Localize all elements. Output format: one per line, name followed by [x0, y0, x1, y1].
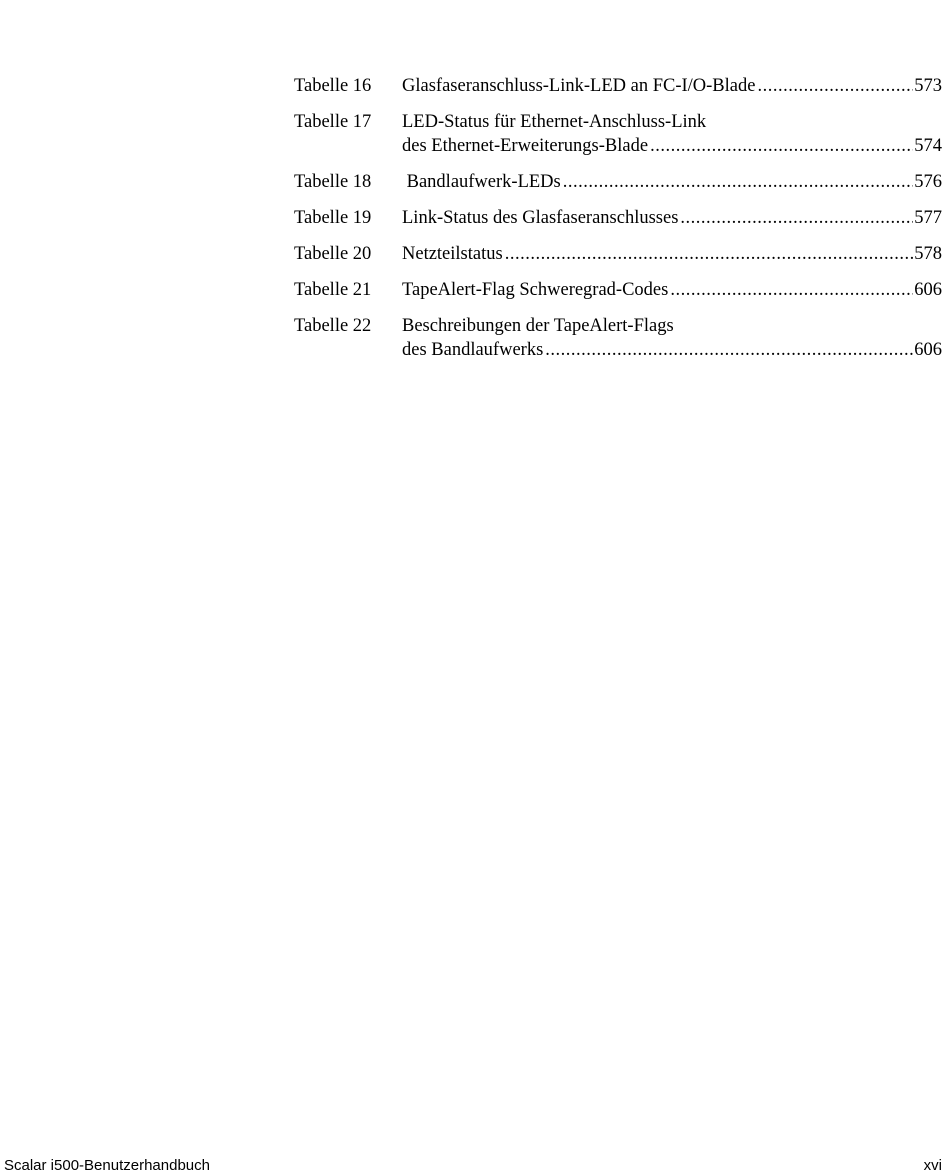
dot-leader	[563, 170, 914, 194]
toc-entry-text	[402, 314, 942, 362]
footer-document-title: Scalar i500-Benutzerhandbuch	[4, 1157, 210, 1174]
toc-entry-title-line-1: LED-Status für Ethernet-Anschluss-Link	[402, 112, 707, 132]
toc-entry-text	[402, 242, 942, 266]
dot-leader	[680, 206, 913, 230]
toc-entry-label: Tabelle 22	[294, 316, 372, 336]
table-of-contents-list	[294, 74, 942, 374]
toc-entry-text	[402, 278, 942, 302]
toc-entry-page: 574	[914, 136, 942, 156]
toc-last-line	[402, 242, 942, 266]
toc-last-line	[402, 338, 942, 362]
dot-leader	[757, 74, 913, 98]
toc-entry-tabelle-17[interactable]	[294, 110, 942, 158]
toc-entry-page: 576	[914, 172, 942, 192]
toc-entry-page: 606	[914, 340, 942, 360]
toc-entry-label: Tabelle 21	[294, 280, 372, 300]
toc-last-line	[402, 170, 942, 194]
toc-entry-tabelle-19[interactable]	[294, 206, 942, 230]
toc-entry-title: Netzteilstatus	[402, 244, 503, 264]
toc-entry-page: 577	[914, 208, 942, 228]
toc-entry-title: Glasfaseranschluss-Link-LED an FC-I/O-Blade	[402, 76, 756, 96]
toc-entry-tabelle-22[interactable]	[294, 314, 942, 362]
toc-entry-label: Tabelle 18	[294, 172, 372, 192]
toc-entry-tabelle-20[interactable]	[294, 242, 942, 266]
toc-entry-tabelle-18[interactable]	[294, 170, 942, 194]
toc-entry-title-line-2: des Ethernet-Erweiterungs-Blade	[402, 136, 649, 156]
toc-last-line	[402, 278, 942, 302]
toc-entry-tabelle-16[interactable]	[294, 74, 942, 98]
toc-entry-title-line-1: Beschreibungen der TapeAlert-Flags	[402, 316, 674, 336]
toc-entry-page: 573	[914, 76, 942, 96]
toc-entry-text	[402, 110, 942, 158]
dot-leader	[545, 338, 913, 362]
toc-entry-label: Tabelle 19	[294, 208, 372, 228]
dot-leader	[650, 134, 913, 158]
toc-entry-title: Link-Status des Glasfaseranschlusses	[402, 208, 679, 228]
toc-entry-page: 578	[914, 244, 942, 264]
toc-entry-title: Bandlaufwerk-LEDs	[402, 172, 561, 192]
toc-entry-label: Tabelle 16	[294, 76, 372, 96]
toc-last-line	[402, 206, 942, 230]
toc-last-line	[402, 134, 942, 158]
toc-entry-label: Tabelle 20	[294, 244, 372, 264]
toc-entry-label: Tabelle 17	[294, 112, 372, 132]
toc-entry-title: TapeAlert-Flag Schweregrad-Codes	[402, 280, 669, 300]
toc-last-line	[402, 74, 942, 98]
toc-entry-text	[402, 206, 942, 230]
dot-leader	[505, 242, 914, 266]
toc-entry-text	[402, 74, 942, 98]
toc-entry-tabelle-21[interactable]	[294, 278, 942, 302]
toc-entry-text	[402, 170, 942, 194]
dot-leader	[670, 278, 913, 302]
toc-entry-title-line-2: des Bandlaufwerks	[402, 340, 544, 360]
footer-page-number: xvi	[923, 1157, 942, 1174]
toc-entry-page: 606	[914, 280, 942, 300]
